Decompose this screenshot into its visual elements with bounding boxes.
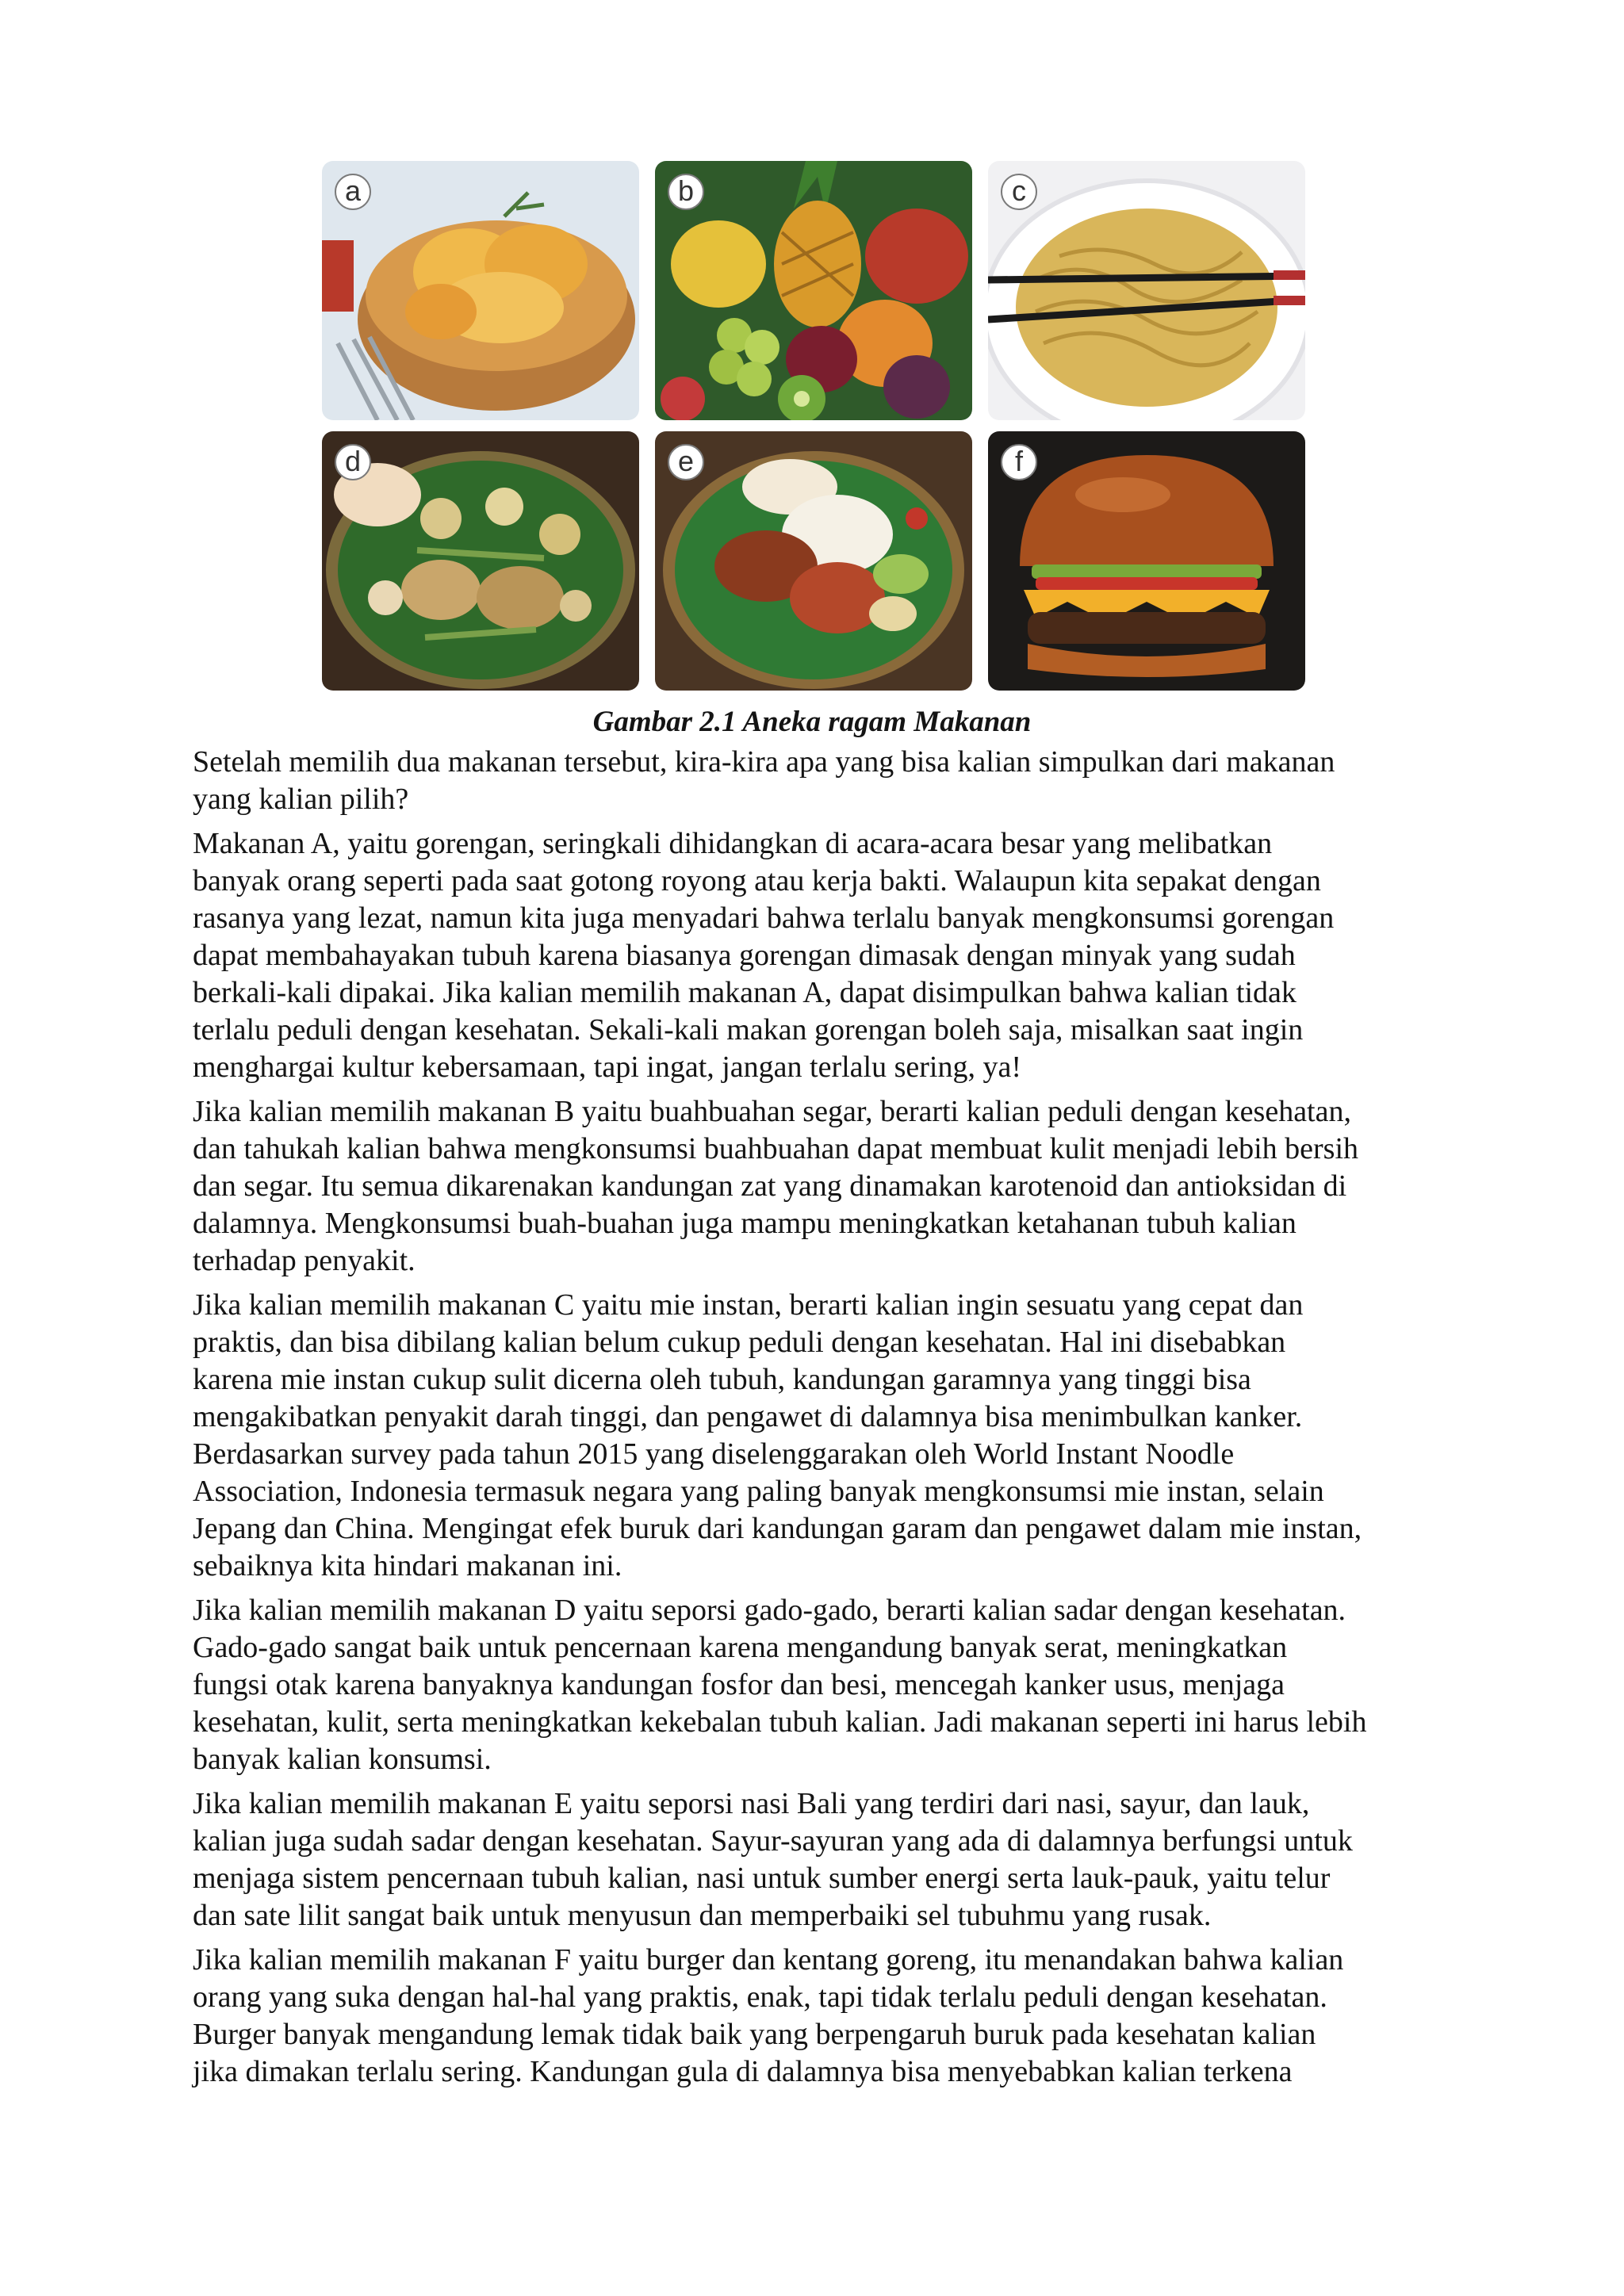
figure-label-e: e — [668, 444, 704, 480]
paragraph-line: praktis, dan bisa dibilang kalian belum cukup peduli dengan kesehatan. Hal ini disebabkan — [193, 1326, 1286, 1359]
paragraph — [193, 1942, 1493, 2091]
paragraph-line: dapat membahayakan tubuh karena biasanya gorengan dimasak dengan minyak yang sudah — [193, 939, 1296, 972]
food-photo-a — [322, 161, 639, 420]
paragraph-line: rasanya yang lezat, namun kita juga menyadari bahwa terlalu banyak mengkonsumsi gorengan — [193, 901, 1335, 935]
gado-gado-image — [322, 431, 639, 691]
paragraph-line: menghargai kultur kebersamaan, tapi ingat, jangan terlalu sering, ya! — [193, 1050, 1021, 1084]
paragraph-line: Makanan A, yaitu gorengan, seringkali dihidangkan di acara-acara besar yang melibatkan — [193, 827, 1273, 860]
figure-label-d: d — [335, 444, 371, 480]
paragraph — [193, 1093, 1493, 1280]
instant-noodle-image — [988, 161, 1305, 420]
paragraph — [193, 1592, 1493, 1778]
paragraph-line: mengakibatkan penyakit darah tinggi, dan pengawet di dalamnya bisa menimbulkan kanker. — [193, 1400, 1303, 1433]
paragraph-line: Jika kalian memilih makanan D yaitu seporsi gado-gado, berarti kalian sadar dengan kesehatan. — [193, 1594, 1346, 1627]
paragraph-line: terhadap penyakit. — [193, 1244, 416, 1277]
paragraph-line: Jika kalian memilih makanan F yaitu burger dan kentang goreng, itu menandakan bahwa kalian — [193, 1943, 1344, 1976]
food-photo-b — [655, 161, 972, 420]
figure-label-c: c — [1001, 174, 1037, 210]
paragraph-line: banyak kalian konsumsi. — [193, 1743, 492, 1776]
paragraph-line: dan sate lilit sangat baik untuk menyusun dan memperbaiki sel tubuhmu yang rusak. — [193, 1899, 1212, 1932]
paragraph-line: terlalu peduli dengan kesehatan. Sekali-kali makan gorengan boleh saja, misalkan saat ingin — [193, 1013, 1304, 1047]
paragraph-line: menjaga sistem pencernaan tubuh kalian, nasi untuk sumber energi serta lauk-pauk, yaitu telur — [193, 1862, 1331, 1895]
paragraph-line: Setelah memilih dua makanan tersebut, kira-kira apa yang bisa kalian simpulkan dari makanan — [193, 745, 1335, 779]
paragraph-line: dan segar. Itu semua dikarenakan kandungan zat yang dinamakan karotenoid dan antioksidan di — [193, 1169, 1347, 1203]
fried-food-image — [322, 161, 639, 420]
figure-caption: Gambar 2.1 Aneka ragam Makanan — [592, 706, 1032, 738]
article-body — [193, 744, 1493, 2098]
food-photo-c — [988, 161, 1305, 420]
paragraph-line: dan tahukah kalian bahwa mengkonsumsi buahbuahan dapat membuat kulit menjadi lebih bersih — [193, 1132, 1359, 1165]
paragraph-line: Jika kalian memilih makanan C yaitu mie instan, berarti kalian ingin sesuatu yang cepat dan — [193, 1288, 1304, 1322]
fruit-image — [655, 161, 972, 420]
paragraph-line: Association, Indonesia termasuk negara yang paling banyak mengkonsumsi mie instan, selain — [193, 1475, 1324, 1508]
paragraph-line: berkali-kali dipakai. Jika kalian memilih makanan A, dapat disimpulkan bahwa kalian tidak — [193, 976, 1297, 1009]
food-photo-d — [322, 431, 639, 691]
paragraph — [193, 825, 1493, 1086]
paragraph-line: Jepang dan China. Mengingat efek buruk dari kandungan garam dan pengawet dalam mie instan, — [193, 1512, 1362, 1545]
paragraph-line: kesehatan, kulit, serta meningkatkan kekebalan tubuh kalian. Jadi makanan seperti ini harus lebih — [193, 1705, 1367, 1739]
paragraph-line: sebaiknya kita hindari makanan ini. — [193, 1549, 622, 1582]
paragraph-line: orang yang suka dengan hal-hal yang praktis, enak, tapi tidak terlalu peduli dengan kesehatan. — [193, 1980, 1327, 2014]
paragraph-line: Burger banyak mengandung lemak tidak baik yang berpengaruh buruk pada kesehatan kalian — [193, 2018, 1316, 2051]
paragraph-line: kalian juga sudah sadar dengan kesehatan. Sayur-sayuran yang ada di dalamnya berfungsi untuk — [193, 1824, 1353, 1858]
paragraph-line: dalamnya. Mengkonsumsi buah-buahan juga mampu meningkatkan ketahanan tubuh kalian — [193, 1207, 1297, 1240]
paragraph-line: Gado-gado sangat baik untuk pencernaan karena mengandung banyak serat, meningkatkan — [193, 1631, 1288, 1664]
paragraph-line: yang kalian pilih? — [193, 783, 409, 816]
paragraph — [193, 1785, 1493, 1934]
paragraph — [193, 744, 1493, 818]
figure-label-b: b — [668, 174, 704, 210]
burger-image — [988, 431, 1305, 691]
figure-label-f: f — [1001, 444, 1037, 480]
paragraph-line: Berdasarkan survey pada tahun 2015 yang diselenggarakan oleh World Instant Noodle — [193, 1437, 1235, 1471]
paragraph-line: Jika kalian memilih makanan B yaitu buahbuahan segar, berarti kalian peduli dengan kesehatan, — [193, 1095, 1351, 1128]
food-photo-f — [988, 431, 1305, 691]
paragraph — [193, 1287, 1493, 1585]
food-figure — [322, 161, 1305, 691]
figure-label-a: a — [335, 174, 371, 210]
nasi-bali-image — [655, 431, 972, 691]
paragraph-line: fungsi otak karena banyaknya kandungan fosfor dan besi, mencegah kanker usus, menjaga — [193, 1668, 1285, 1701]
paragraph-line: Jika kalian memilih makanan E yaitu seporsi nasi Bali yang terdiri dari nasi, sayur, dan lauk, — [193, 1787, 1310, 1820]
food-photo-e — [655, 431, 972, 691]
paragraph-line: karena mie instan cukup sulit dicerna oleh tubuh, kandungan garamnya yang tinggi bisa — [193, 1363, 1251, 1396]
paragraph-line: jika dimakan terlalu sering. Kandungan gula di dalamnya bisa menyebabkan kalian terkena — [193, 2055, 1293, 2088]
paragraph-line: banyak orang seperti pada saat gotong royong atau kerja bakti. Walaupun kita sepakat dengan — [193, 864, 1321, 897]
